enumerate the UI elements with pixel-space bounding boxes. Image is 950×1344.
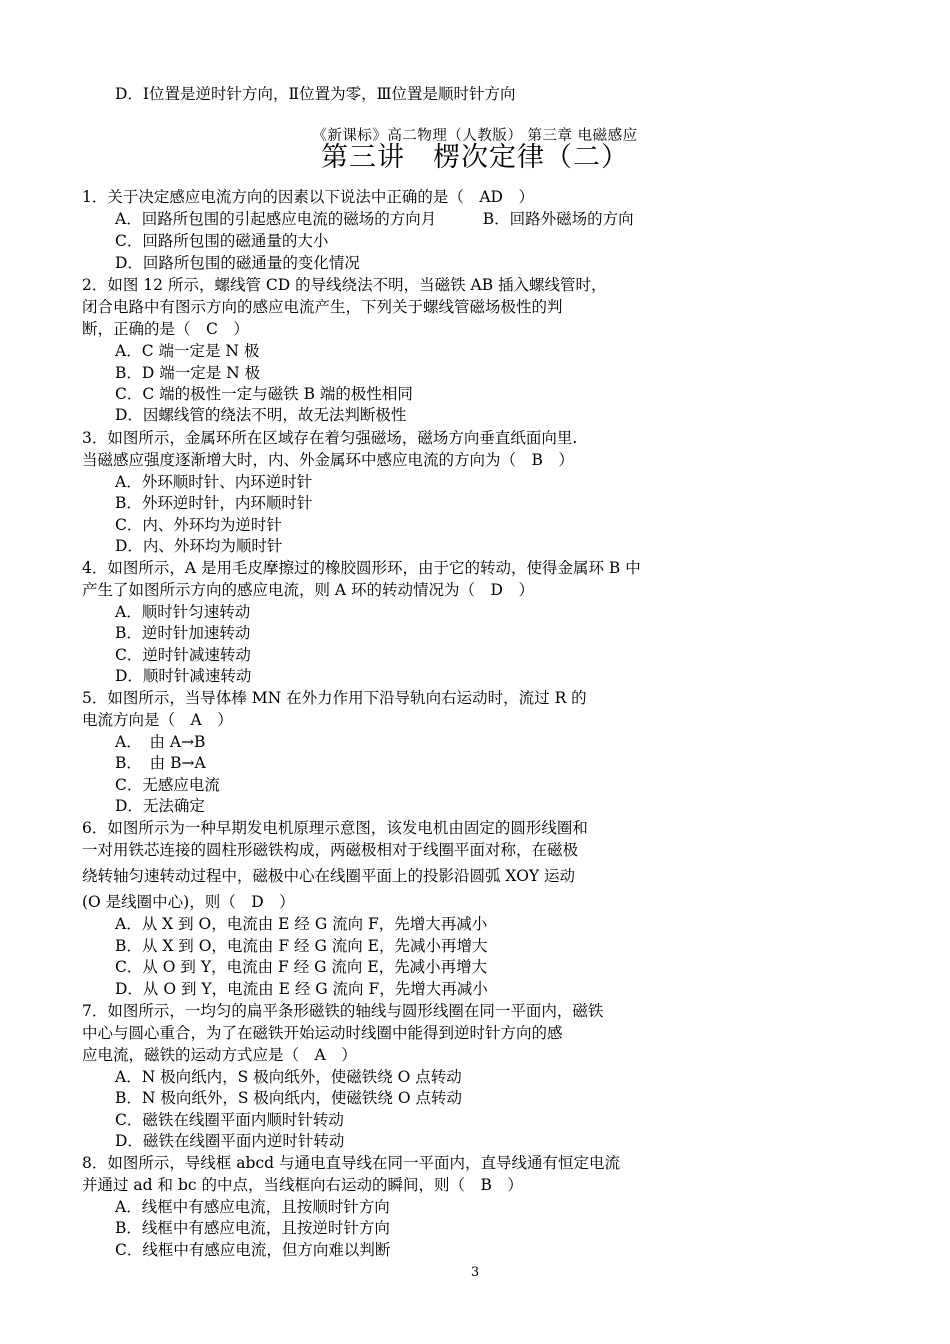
question-6-stem-line-2: 一对用铁芯连接的圆柱形磁铁构成，两磁极相对于线圈平面对称，在磁极 — [82, 841, 579, 859]
question-8-stem-line-1: 8．如图所示，导线框 abcd 与通电直导线在同一平面内，直导线通有恒定电流 — [82, 1154, 620, 1172]
question-4-option-a: A．顺时针匀速转动 — [115, 603, 251, 621]
question-6-stem-line-4: (O 是线圈中心)，则（ D ） — [82, 893, 295, 911]
question-6-stem-line-3: 绕转轴匀速转动过程中，磁极中心在线圈平面上的投影沿圆弧 XOY 运动 — [82, 867, 576, 885]
question-2-stem-line-2: 闭合电路中有图示方向的感应电流产生，下列关于螺线管磁场极性的判 — [82, 298, 563, 316]
question-7-stem-line-1: 7．如图所示，一均匀的扁平条形磁铁的轴线与圆形线圈在同一平面内，磁铁 — [82, 1002, 604, 1020]
question-2-option-d: D．因螺线管的绕法不明，故无法判断极性 — [115, 406, 407, 424]
question-7-option-b: B．N 极向纸外，S 极向纸内，使磁铁绕 O 点转动 — [115, 1089, 462, 1107]
page-header: 《新课标》高二物理（人教版） 第三章 电磁感应 — [312, 128, 638, 144]
page-title: 第三讲 楞次定律（二） — [321, 142, 629, 173]
question-2-option-a: A．C 端一定是 N 极 — [115, 342, 260, 360]
question-7-stem-line-2: 中心与圆心重合，为了在磁铁开始运动时线圈中能得到逆时针方向的感 — [82, 1024, 563, 1042]
question-6-option-c: C．从 O 到 Y，电流由 F 经 G 流向 E，先减小再增大 — [115, 958, 488, 976]
question-3-stem-line-2: 当磁感应强度逐渐增大时，内、外金属环中感应电流的方向为（ B ） — [82, 451, 574, 469]
question-7-option-d: D．磁铁在线圈平面内逆时针转动 — [115, 1132, 345, 1150]
question-2-stem-line-3: 断，正确的是（ C ） — [82, 320, 249, 338]
question-2-option-b: B．D 端一定是 N 极 — [115, 364, 261, 382]
question-8-option-b: B．线框中有感应电流，且按逆时针方向 — [115, 1219, 390, 1237]
question-5-option-b: B． 由 B→A — [115, 754, 206, 772]
question-8-stem-line-2: 并通过 ad 和 bc 的中点，当线框向右运动的瞬间，则（ B ） — [82, 1176, 523, 1194]
question-5-stem-line-1: 5．如图所示，当导体棒 MN 在外力作用下沿导轨向右运动时，流过 R 的 — [82, 689, 587, 707]
page-number: 3 — [470, 1265, 480, 1280]
question-8-option-a: A．线框中有感应电流，且按顺时针方向 — [115, 1198, 390, 1216]
question-7-stem-line-3: 应电流，磁铁的运动方式应是（ A ） — [82, 1046, 357, 1064]
question-6-option-b: B．从 X 到 O，电流由 F 经 G 流向 E，先减小再增大 — [115, 937, 488, 955]
question-7-option-a: A．N 极向纸内，S 极向纸外，使磁铁绕 O 点转动 — [115, 1068, 462, 1086]
question-5-option-a: A． 由 A→B — [115, 733, 206, 751]
previous-question-option-d: D．Ⅰ位置是逆时针方向，Ⅱ位置为零，Ⅲ位置是顺时针方向 — [115, 85, 516, 103]
question-8-option-c: C．线框中有感应电流，但方向难以判断 — [115, 1241, 391, 1259]
question-2-stem-line-1: 2．如图 12 所示，螺线管 CD 的导线绕法不明，当磁铁 AB 插入螺线管时， — [82, 276, 607, 294]
question-4-stem-line-2: 产生了如图所示方向的感应电流，则 A 环的转动情况为（ D ） — [82, 581, 534, 599]
question-5-option-d: D．无法确定 — [115, 797, 205, 815]
question-4-option-c: C．逆时针减速转动 — [115, 646, 251, 664]
question-5-stem-line-2: 电流方向是（ A ） — [82, 711, 233, 729]
question-3-option-d: D．内、外环均为顺时针 — [115, 537, 283, 555]
question-4-option-d: D．顺时针减速转动 — [115, 667, 252, 685]
question-4-option-b: B．逆时针加速转动 — [115, 624, 251, 642]
question-1-option-c: C．回路所包围的磁通量的大小 — [115, 232, 329, 250]
question-3-option-a: A．外环顺时针、内环逆时针 — [115, 473, 313, 491]
question-6-stem-line-1: 6．如图所示为一种早期发电机原理示意图，该发电机由固定的圆形线圈和 — [82, 819, 588, 837]
question-2-option-c: C．C 端的极性一定与磁铁 B 端的极性相同 — [115, 385, 413, 403]
question-1-option-d: D．回路所包围的磁通量的变化情况 — [115, 254, 360, 272]
question-3-option-b: B．外环逆时针，内环顺时针 — [115, 494, 313, 512]
question-1-option-ab: A．回路所包围的引起感应电流的磁场的方向月 B．回路外磁场的方向 — [115, 210, 634, 228]
question-6-option-a: A．从 X 到 O，电流由 E 经 G 流向 F，先增大再减小 — [115, 915, 488, 933]
question-3-stem-line-1: 3．如图所示，金属环所在区域存在着匀强磁场，磁场方向垂直纸面向里. — [82, 429, 578, 447]
question-7-option-c: C．磁铁在线圈平面内顺时针转动 — [115, 1111, 344, 1129]
question-1-stem: 1．关于决定感应电流方向的因素以下说法中正确的是（ AD ） — [82, 188, 534, 206]
question-6-option-d: D．从 O 到 Y，电流由 E 经 G 流向 F，先增大再减小 — [115, 980, 488, 998]
question-4-stem-line-1: 4．如图所示，A 是用毛皮摩擦过的橡胶圆形环，由于它的转动，使得金属环 B 中 — [82, 559, 641, 577]
question-5-option-c: C．无感应电流 — [115, 776, 220, 794]
question-3-option-c: C．内、外环均为逆时针 — [115, 516, 282, 534]
